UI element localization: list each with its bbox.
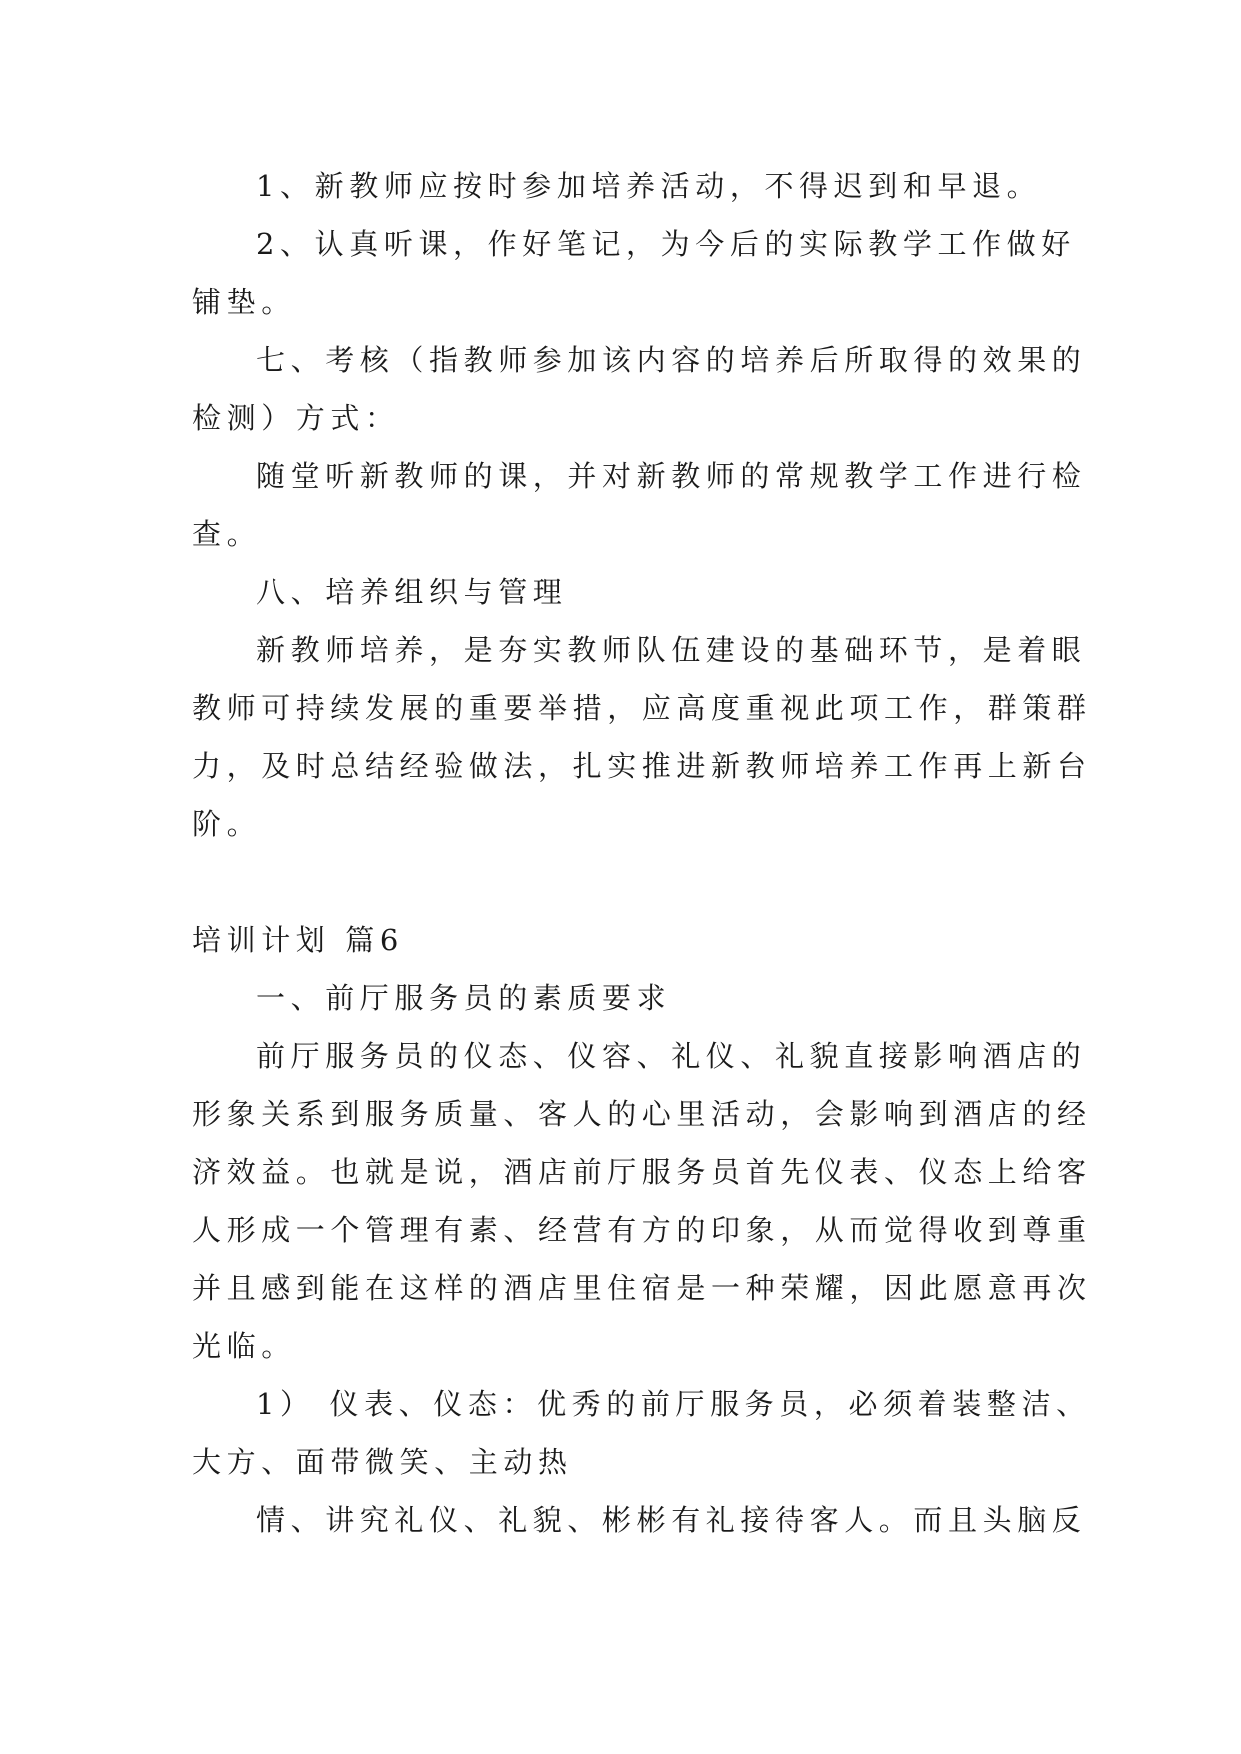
article-title: 培训计划 篇6 xyxy=(192,923,404,957)
paragraph-line: 铺垫。 xyxy=(192,285,296,319)
paragraph-line: 查。 xyxy=(192,517,262,551)
paragraph-line: 大方、面带微笑、主动热 xyxy=(192,1445,573,1479)
paragraph-line: 阶。 xyxy=(192,807,262,841)
paragraph-line: 前厅服务员的仪态、仪容、礼仪、礼貌直接影响酒店的 xyxy=(256,1039,1087,1073)
paragraph-line: 2、认真听课，作好笔记，为今后的实际教学工作做好 xyxy=(256,227,1076,261)
paragraph-line: 情、讲究礼仪、礼貌、彬彬有礼接待客人。而且头脑反 xyxy=(256,1503,1087,1537)
paragraph-line: 教师可持续发展的重要举措，应高度重视此项工作，群策群 xyxy=(192,691,1092,725)
paragraph-line: 形象关系到服务质量、客人的心里活动，会影响到酒店的经 xyxy=(192,1097,1092,1131)
paragraph-line: 力，及时总结经验做法，扎实推进新教师培养工作再上新台 xyxy=(192,749,1092,783)
paragraph-line: 1、新教师应按时参加培养活动，不得迟到和早退。 xyxy=(256,169,1042,203)
paragraph-line: 1） 仪表、仪态：优秀的前厅服务员，必须着装整洁、 xyxy=(256,1387,1091,1421)
paragraph-line: 随堂听新教师的课，并对新教师的常规教学工作进行检 xyxy=(256,459,1087,493)
section-heading: 七、考核（指教师参加该内容的培养后所取得的效果的 xyxy=(256,343,1087,377)
paragraph-line: 人形成一个管理有素、经营有方的印象，从而觉得收到尊重 xyxy=(192,1213,1092,1247)
paragraph-line: 新教师培养，是夯实教师队伍建设的基础环节，是着眼 xyxy=(256,633,1087,667)
section-heading: 一、前厅服务员的素质要求 xyxy=(256,981,672,1015)
section-heading: 八、培养组织与管理 xyxy=(256,575,568,609)
paragraph-line: 并且感到能在这样的酒店里住宿是一种荣耀，因此愿意再次 xyxy=(192,1271,1092,1305)
paragraph-line: 光临。 xyxy=(192,1329,296,1363)
section-heading: 检测）方式： xyxy=(192,401,400,435)
paragraph-line: 济效益。也就是说，酒店前厅服务员首先仪表、仪态上给客 xyxy=(192,1155,1092,1189)
